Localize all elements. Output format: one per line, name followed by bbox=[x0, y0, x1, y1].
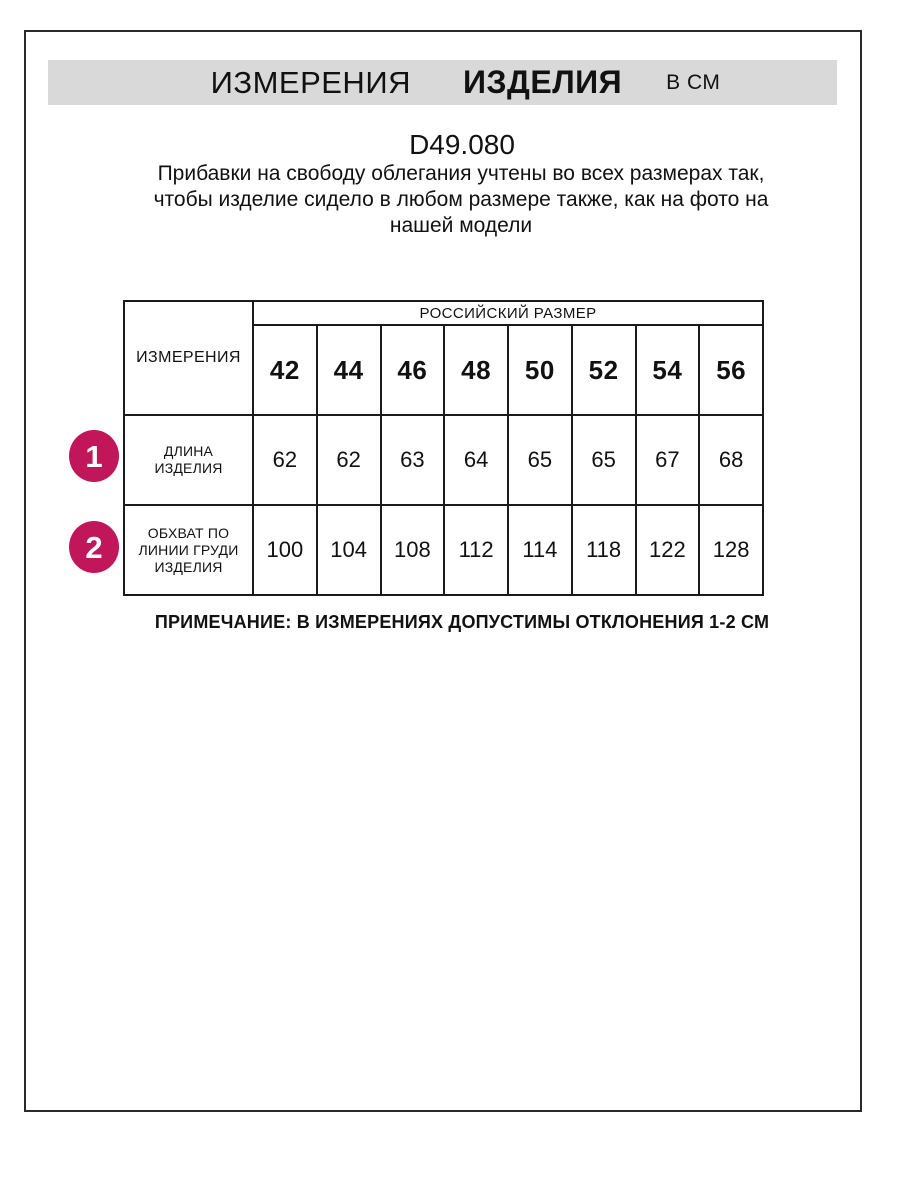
header-title-garment: ИЗДЕЛИЯ bbox=[463, 64, 623, 100]
row-label-text: ОБХВАТ ПО ЛИНИИ ГРУДИ ИЗДЕЛИЯ bbox=[138, 524, 239, 575]
size-table bbox=[123, 300, 764, 596]
value-cell: 67 bbox=[636, 415, 700, 505]
table-row-chest bbox=[124, 505, 763, 595]
value-cell: 68 bbox=[699, 415, 763, 505]
size-header-cell: 42 bbox=[253, 325, 317, 415]
size-header-cell: 50 bbox=[508, 325, 572, 415]
value-cell: 62 bbox=[317, 415, 381, 505]
size-header-cell: 46 bbox=[381, 325, 445, 415]
size-header-cell: 44 bbox=[317, 325, 381, 415]
row-marker-1-badge: 1 bbox=[69, 430, 119, 482]
row-label-chest bbox=[124, 505, 253, 595]
row-label-length bbox=[124, 415, 253, 505]
table-row-length bbox=[124, 415, 763, 505]
table-corner-header: ИЗМЕРЕНИЯ bbox=[124, 301, 253, 415]
value-cell: 112 bbox=[444, 505, 508, 595]
value-cell: 63 bbox=[381, 415, 445, 505]
value-cell: 64 bbox=[444, 415, 508, 505]
size-header-cell: 56 bbox=[699, 325, 763, 415]
table-group-header-row bbox=[124, 301, 763, 325]
value-cell: 65 bbox=[508, 415, 572, 505]
size-header-cell: 54 bbox=[636, 325, 700, 415]
header-title-measurements: ИЗМЕРЕНИЯ bbox=[210, 64, 411, 100]
table-group-header: РОССИЙСКИЙ РАЗМЕР bbox=[253, 301, 763, 325]
row-marker-2-badge: 2 bbox=[69, 521, 119, 573]
tolerance-note: ПРИМЕЧАНИЕ: В ИЗМЕРЕНИЯХ ДОПУСТИМЫ ОТКЛОНЕНИЯ 1-2 СМ bbox=[154, 612, 770, 632]
value-cell: 128 bbox=[699, 505, 763, 595]
header-bar bbox=[48, 60, 837, 105]
value-cell: 65 bbox=[572, 415, 636, 505]
header-units-label: В СМ bbox=[666, 70, 721, 94]
size-header-cell: 48 bbox=[444, 325, 508, 415]
value-cell: 122 bbox=[636, 505, 700, 595]
value-cell: 62 bbox=[253, 415, 317, 505]
row-label-text: ДЛИНА ИЗДЕЛИЯ bbox=[154, 443, 223, 476]
value-cell: 104 bbox=[317, 505, 381, 595]
size-header-cell: 52 bbox=[572, 325, 636, 415]
value-cell: 114 bbox=[508, 505, 572, 595]
value-cell: 118 bbox=[572, 505, 636, 595]
value-cell: 108 bbox=[381, 505, 445, 595]
value-cell: 100 bbox=[253, 505, 317, 595]
article-number: D49.080 bbox=[409, 129, 515, 160]
fit-description-text: Прибавки на свободу облегания учтены во всех размерах так, чтобы изделие сидело в любом размере также, как на фото на нашей модели bbox=[153, 162, 769, 237]
